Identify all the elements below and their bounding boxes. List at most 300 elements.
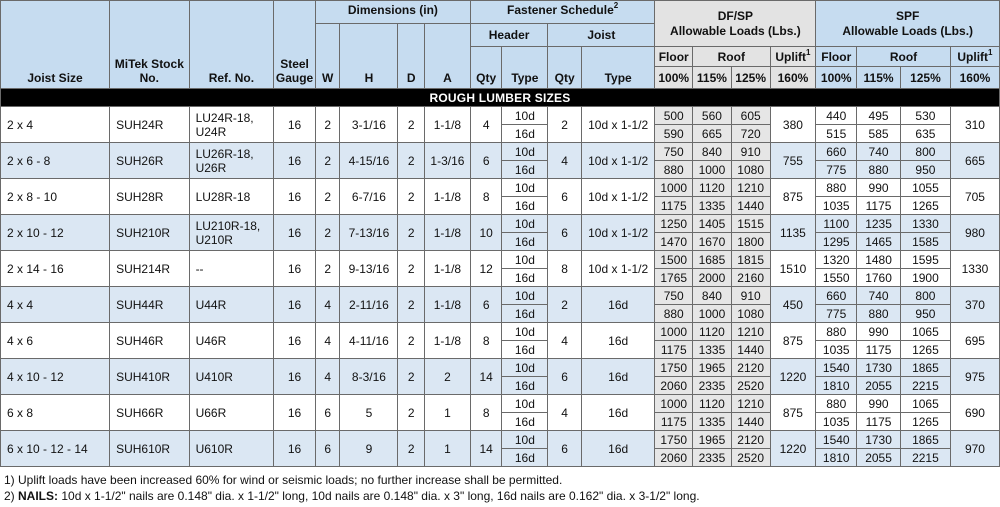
ref-no-cell: U44R bbox=[189, 287, 274, 323]
gauge-cell: 16 bbox=[274, 251, 316, 287]
df-floor-cell: 1765 bbox=[655, 269, 693, 287]
spf-roof-115-cell: 880 bbox=[857, 161, 901, 179]
header-type-cell: 16d bbox=[502, 161, 548, 179]
dim-a-cell: 1-1/8 bbox=[424, 215, 470, 251]
header-df-pct-160: 160% bbox=[770, 67, 816, 89]
df-floor-cell: 750 bbox=[655, 143, 693, 161]
joist-type-cell: 10d x 1-1/2 bbox=[581, 215, 654, 251]
header-type-cell: 16d bbox=[502, 449, 548, 467]
joist-qty-cell: 6 bbox=[548, 431, 582, 467]
header-header-type: Type bbox=[502, 47, 548, 89]
header-joist-group: Joist bbox=[548, 24, 655, 47]
header-spf bbox=[816, 1, 1000, 47]
df-uplift-cell: 1220 bbox=[770, 431, 816, 467]
dim-h-cell: 6-7/16 bbox=[340, 179, 398, 215]
df-roof-125-cell: 1440 bbox=[731, 341, 770, 359]
header-steel-gauge bbox=[274, 1, 316, 89]
header-df-roof: Roof bbox=[693, 47, 770, 67]
df-uplift-cell: 380 bbox=[770, 107, 816, 143]
df-floor-cell: 1175 bbox=[655, 341, 693, 359]
joist-type-cell: 10d x 1-1/2 bbox=[581, 179, 654, 215]
header-qty-cell: 8 bbox=[470, 323, 502, 359]
header-dim-h: H bbox=[340, 24, 398, 89]
header-type-cell: 10d bbox=[502, 179, 548, 197]
spf-roof-125-cell: 1265 bbox=[900, 341, 950, 359]
header-spf-uplift bbox=[950, 47, 999, 67]
gauge-cell: 16 bbox=[274, 431, 316, 467]
dim-a-cell: 1-3/16 bbox=[424, 143, 470, 179]
df-roof-125-cell: 910 bbox=[731, 287, 770, 305]
dim-d-cell: 2 bbox=[398, 395, 425, 431]
df-floor-cell: 1175 bbox=[655, 197, 693, 215]
df-uplift-note-ref: 1 bbox=[806, 47, 811, 57]
df-roof-125-cell: 720 bbox=[731, 125, 770, 143]
header-df-pct-125: 125% bbox=[731, 67, 770, 89]
df-roof-125-cell: 1515 bbox=[731, 215, 770, 233]
df-roof-115-cell: 1335 bbox=[693, 341, 732, 359]
header-steel-gauge-text: Steel Gauge bbox=[275, 57, 314, 85]
joist-type-cell: 10d x 1-1/2 bbox=[581, 143, 654, 179]
df-uplift-cell: 875 bbox=[770, 179, 816, 215]
spf-roof-115-cell: 1480 bbox=[857, 251, 901, 269]
df-roof-115-cell: 1685 bbox=[693, 251, 732, 269]
spf-floor-cell: 1100 bbox=[816, 215, 857, 233]
dim-w-cell: 2 bbox=[315, 251, 339, 287]
header-header-group: Header bbox=[470, 24, 547, 47]
table-row bbox=[1, 143, 1000, 161]
df-floor-cell: 1175 bbox=[655, 413, 693, 431]
df-floor-cell: 1000 bbox=[655, 395, 693, 413]
df-uplift-cell: 755 bbox=[770, 143, 816, 179]
dim-w-cell: 2 bbox=[315, 179, 339, 215]
header-type-cell: 10d bbox=[502, 323, 548, 341]
df-roof-125-cell: 1210 bbox=[731, 323, 770, 341]
spf-roof-125-cell: 530 bbox=[900, 107, 950, 125]
df-roof-125-cell: 2520 bbox=[731, 449, 770, 467]
joist-qty-cell: 6 bbox=[548, 215, 582, 251]
spf-roof-125-cell: 1585 bbox=[900, 233, 950, 251]
df-uplift-cell: 450 bbox=[770, 287, 816, 323]
spf-roof-115-cell: 740 bbox=[857, 143, 901, 161]
header-joist-size: Joist Size bbox=[1, 1, 110, 89]
dim-d-cell: 2 bbox=[398, 323, 425, 359]
ref-no-cell: LU26R-18, U26R bbox=[189, 143, 274, 179]
header-type-cell: 16d bbox=[502, 269, 548, 287]
spf-roof-115-cell: 1175 bbox=[857, 413, 901, 431]
spf-uplift-cell: 980 bbox=[950, 215, 999, 251]
df-floor-cell: 1750 bbox=[655, 359, 693, 377]
stock-no-cell: SUH610R bbox=[110, 431, 190, 467]
header-mitek-stock-text: MiTek Stock No. bbox=[114, 57, 184, 85]
joist-qty-cell: 4 bbox=[548, 143, 582, 179]
joist-type-cell: 10d x 1-1/2 bbox=[581, 107, 654, 143]
spf-roof-115-cell: 2055 bbox=[857, 449, 901, 467]
dim-a-cell: 2 bbox=[424, 359, 470, 395]
dim-h-cell: 5 bbox=[340, 395, 398, 431]
df-roof-115-cell: 1335 bbox=[693, 413, 732, 431]
spf-floor-cell: 1540 bbox=[816, 431, 857, 449]
header-spf-pct-125: 125% bbox=[900, 67, 950, 89]
header-spf-pct-115: 115% bbox=[857, 67, 901, 89]
spf-uplift-cell: 310 bbox=[950, 107, 999, 143]
footnote-2 bbox=[4, 488, 700, 504]
ref-no-cell: U46R bbox=[189, 323, 274, 359]
header-type-cell: 16d bbox=[502, 413, 548, 431]
spf-roof-115-cell: 1235 bbox=[857, 215, 901, 233]
gauge-cell: 16 bbox=[274, 359, 316, 395]
stock-no-cell: SUH24R bbox=[110, 107, 190, 143]
df-uplift-cell: 875 bbox=[770, 395, 816, 431]
spf-roof-125-cell: 1265 bbox=[900, 413, 950, 431]
spf-roof-125-cell: 950 bbox=[900, 161, 950, 179]
spf-floor-cell: 660 bbox=[816, 287, 857, 305]
df-floor-cell: 2060 bbox=[655, 449, 693, 467]
dim-a-cell: 1 bbox=[424, 395, 470, 431]
stock-no-cell: SUH214R bbox=[110, 251, 190, 287]
dim-a-cell: 1-1/8 bbox=[424, 107, 470, 143]
header-dfsp bbox=[655, 1, 816, 47]
dim-w-cell: 4 bbox=[315, 359, 339, 395]
spf-roof-115-cell: 740 bbox=[857, 287, 901, 305]
df-roof-125-cell: 1080 bbox=[731, 161, 770, 179]
dim-d-cell: 2 bbox=[398, 179, 425, 215]
joist-type-cell: 16d bbox=[581, 359, 654, 395]
header-ref-no: Ref. No. bbox=[189, 1, 274, 89]
df-roof-125-cell: 605 bbox=[731, 107, 770, 125]
stock-no-cell: SUH44R bbox=[110, 287, 190, 323]
table-row bbox=[1, 251, 1000, 269]
fastener-note-ref: 2 bbox=[613, 1, 619, 10]
header-type-cell: 10d bbox=[502, 215, 548, 233]
df-roof-125-cell: 1800 bbox=[731, 233, 770, 251]
spf-roof-125-cell: 635 bbox=[900, 125, 950, 143]
df-roof-115-cell: 560 bbox=[693, 107, 732, 125]
dim-w-cell: 4 bbox=[315, 323, 339, 359]
table-row bbox=[1, 215, 1000, 233]
spf-floor-cell: 440 bbox=[816, 107, 857, 125]
df-roof-115-cell: 2000 bbox=[693, 269, 732, 287]
header-type-cell: 10d bbox=[502, 287, 548, 305]
spf-uplift-cell: 1330 bbox=[950, 251, 999, 287]
df-floor-cell: 1500 bbox=[655, 251, 693, 269]
df-roof-115-cell: 840 bbox=[693, 287, 732, 305]
df-roof-125-cell: 1815 bbox=[731, 251, 770, 269]
spf-floor-cell: 1295 bbox=[816, 233, 857, 251]
dim-w-cell: 4 bbox=[315, 287, 339, 323]
header-qty-cell: 4 bbox=[470, 107, 502, 143]
df-roof-125-cell: 1210 bbox=[731, 395, 770, 413]
rough-lumber-band: ROUGH LUMBER SIZES bbox=[1, 89, 1000, 107]
spf-uplift-label: Uplift bbox=[957, 49, 989, 64]
spf-uplift-cell: 665 bbox=[950, 143, 999, 179]
dim-a-cell: 1-1/8 bbox=[424, 323, 470, 359]
header-type-cell: 10d bbox=[502, 143, 548, 161]
df-roof-115-cell: 1965 bbox=[693, 431, 732, 449]
ref-no-cell: U610R bbox=[189, 431, 274, 467]
gauge-cell: 16 bbox=[274, 395, 316, 431]
spf-uplift-cell: 975 bbox=[950, 359, 999, 395]
spf-uplift-note-ref: 1 bbox=[988, 47, 993, 57]
stock-no-cell: SUH26R bbox=[110, 143, 190, 179]
dim-w-cell: 6 bbox=[315, 395, 339, 431]
df-floor-cell: 1000 bbox=[655, 179, 693, 197]
spf-uplift-cell: 370 bbox=[950, 287, 999, 323]
spf-uplift-cell: 705 bbox=[950, 179, 999, 215]
header-spf-pct-100: 100% bbox=[816, 67, 857, 89]
gauge-cell: 16 bbox=[274, 323, 316, 359]
header-df-floor: Floor bbox=[655, 47, 693, 67]
joist-size-cell: 2 x 6 - 8 bbox=[1, 143, 110, 179]
dim-h-cell: 9-13/16 bbox=[340, 251, 398, 287]
header-dim-d: D bbox=[398, 24, 425, 89]
spf-floor-cell: 880 bbox=[816, 179, 857, 197]
footnote-2-prefix: 2) bbox=[4, 489, 19, 503]
dim-h-cell: 2-11/16 bbox=[340, 287, 398, 323]
header-spf-floor: Floor bbox=[816, 47, 857, 67]
spf-floor-cell: 1810 bbox=[816, 449, 857, 467]
joist-size-cell: 2 x 8 - 10 bbox=[1, 179, 110, 215]
ref-no-cell: LU210R-18, U210R bbox=[189, 215, 274, 251]
stock-no-cell: SUH46R bbox=[110, 323, 190, 359]
spf-floor-cell: 880 bbox=[816, 323, 857, 341]
df-roof-115-cell: 1000 bbox=[693, 161, 732, 179]
spf-floor-cell: 1810 bbox=[816, 377, 857, 395]
header-type-cell: 10d bbox=[502, 107, 548, 125]
header-qty-cell: 14 bbox=[470, 431, 502, 467]
gauge-cell: 16 bbox=[274, 287, 316, 323]
fastener-schedule-label: Fastener Schedule bbox=[507, 3, 614, 17]
df-roof-125-cell: 2120 bbox=[731, 431, 770, 449]
spf-floor-cell: 775 bbox=[816, 161, 857, 179]
df-uplift-cell: 1135 bbox=[770, 215, 816, 251]
spf-floor-cell: 1035 bbox=[816, 341, 857, 359]
joist-size-cell: 6 x 8 bbox=[1, 395, 110, 431]
spf-roof-115-cell: 1175 bbox=[857, 341, 901, 359]
spf-floor-cell: 515 bbox=[816, 125, 857, 143]
dim-d-cell: 2 bbox=[398, 359, 425, 395]
gauge-cell: 16 bbox=[274, 107, 316, 143]
spf-floor-cell: 1035 bbox=[816, 413, 857, 431]
spf-uplift-cell: 695 bbox=[950, 323, 999, 359]
spf-roof-115-cell: 585 bbox=[857, 125, 901, 143]
spf-roof-125-cell: 1595 bbox=[900, 251, 950, 269]
df-uplift-label: Uplift bbox=[775, 49, 807, 64]
df-roof-115-cell: 1670 bbox=[693, 233, 732, 251]
df-roof-115-cell: 840 bbox=[693, 143, 732, 161]
df-floor-cell: 2060 bbox=[655, 377, 693, 395]
table-row bbox=[1, 395, 1000, 413]
table-row bbox=[1, 287, 1000, 305]
df-floor-cell: 500 bbox=[655, 107, 693, 125]
spf-roof-115-cell: 1175 bbox=[857, 197, 901, 215]
spf-roof-115-cell: 1730 bbox=[857, 359, 901, 377]
df-roof-125-cell: 1080 bbox=[731, 305, 770, 323]
header-type-cell: 10d bbox=[502, 395, 548, 413]
spf-floor-cell: 1320 bbox=[816, 251, 857, 269]
df-floor-cell: 1000 bbox=[655, 323, 693, 341]
footnotes bbox=[4, 472, 700, 504]
spf-roof-115-cell: 990 bbox=[857, 395, 901, 413]
dim-d-cell: 2 bbox=[398, 215, 425, 251]
df-roof-115-cell: 665 bbox=[693, 125, 732, 143]
header-joist-qty: Qty bbox=[548, 47, 582, 89]
df-floor-cell: 1470 bbox=[655, 233, 693, 251]
header-type-cell: 10d bbox=[502, 359, 548, 377]
joist-qty-cell: 6 bbox=[548, 359, 582, 395]
joist-type-cell: 16d bbox=[581, 323, 654, 359]
header-type-cell: 16d bbox=[502, 125, 548, 143]
header-df-uplift bbox=[770, 47, 816, 67]
header-type-cell: 16d bbox=[502, 233, 548, 251]
spf-floor-cell: 1035 bbox=[816, 197, 857, 215]
spf-roof-125-cell: 800 bbox=[900, 143, 950, 161]
gauge-cell: 16 bbox=[274, 179, 316, 215]
joist-size-cell: 6 x 10 - 12 - 14 bbox=[1, 431, 110, 467]
header-qty-cell: 10 bbox=[470, 215, 502, 251]
df-floor-cell: 1250 bbox=[655, 215, 693, 233]
header-type-cell: 10d bbox=[502, 431, 548, 449]
dim-d-cell: 2 bbox=[398, 431, 425, 467]
df-roof-125-cell: 2520 bbox=[731, 377, 770, 395]
joist-size-cell: 2 x 4 bbox=[1, 107, 110, 143]
joist-type-cell: 10d x 1-1/2 bbox=[581, 251, 654, 287]
df-uplift-cell: 1220 bbox=[770, 359, 816, 395]
df-floor-cell: 1750 bbox=[655, 431, 693, 449]
dim-d-cell: 2 bbox=[398, 107, 425, 143]
df-floor-cell: 880 bbox=[655, 305, 693, 323]
header-df-pct-115: 115% bbox=[693, 67, 732, 89]
spf-uplift-cell: 970 bbox=[950, 431, 999, 467]
dim-h-cell: 4-15/16 bbox=[340, 143, 398, 179]
header-qty-cell: 8 bbox=[470, 395, 502, 431]
joist-qty-cell: 6 bbox=[548, 179, 582, 215]
df-roof-115-cell: 1335 bbox=[693, 197, 732, 215]
df-floor-cell: 590 bbox=[655, 125, 693, 143]
df-roof-115-cell: 1120 bbox=[693, 179, 732, 197]
spf-roof-125-cell: 1055 bbox=[900, 179, 950, 197]
df-roof-115-cell: 1000 bbox=[693, 305, 732, 323]
spf-roof-125-cell: 1065 bbox=[900, 395, 950, 413]
spf-roof-125-cell: 1865 bbox=[900, 359, 950, 377]
table-row bbox=[1, 323, 1000, 341]
df-roof-115-cell: 1120 bbox=[693, 323, 732, 341]
dim-h-cell: 4-11/16 bbox=[340, 323, 398, 359]
dim-h-cell: 7-13/16 bbox=[340, 215, 398, 251]
dim-w-cell: 2 bbox=[315, 215, 339, 251]
dim-a-cell: 1-1/8 bbox=[424, 179, 470, 215]
df-roof-115-cell: 2335 bbox=[693, 449, 732, 467]
df-floor-cell: 750 bbox=[655, 287, 693, 305]
gauge-cell: 16 bbox=[274, 215, 316, 251]
dim-h-cell: 8-3/16 bbox=[340, 359, 398, 395]
joist-qty-cell: 2 bbox=[548, 107, 582, 143]
dim-a-cell: 1-1/8 bbox=[424, 251, 470, 287]
header-spf-pct-160: 160% bbox=[950, 67, 999, 89]
spf-roof-115-cell: 1760 bbox=[857, 269, 901, 287]
df-floor-cell: 880 bbox=[655, 161, 693, 179]
table-row bbox=[1, 359, 1000, 377]
gauge-cell: 16 bbox=[274, 143, 316, 179]
dim-d-cell: 2 bbox=[398, 143, 425, 179]
dim-w-cell: 2 bbox=[315, 107, 339, 143]
spf-roof-125-cell: 1330 bbox=[900, 215, 950, 233]
dfsp-allowable: Allowable Loads (Lbs.) bbox=[670, 23, 801, 38]
stock-no-cell: SUH28R bbox=[110, 179, 190, 215]
ref-no-cell: LU24R-18, U24R bbox=[189, 107, 274, 143]
df-roof-115-cell: 1120 bbox=[693, 395, 732, 413]
df-roof-125-cell: 910 bbox=[731, 143, 770, 161]
header-type-cell: 16d bbox=[502, 341, 548, 359]
header-dim-a: A bbox=[424, 24, 470, 89]
joist-size-cell: 4 x 4 bbox=[1, 287, 110, 323]
spf-roof-115-cell: 2055 bbox=[857, 377, 901, 395]
header-dimensions: Dimensions (in) bbox=[315, 1, 470, 24]
spf-floor-cell: 775 bbox=[816, 305, 857, 323]
joist-qty-cell: 4 bbox=[548, 395, 582, 431]
spf-uplift-cell: 690 bbox=[950, 395, 999, 431]
spf-roof-115-cell: 990 bbox=[857, 323, 901, 341]
footnote-2-text: 10d x 1-1/2" nails are 0.148" dia. x 1-1/2" long, 10d nails are 0.148" dia. x 3" long, 16d nails are 0.162" dia. x 3-1/2" long. bbox=[58, 489, 700, 503]
df-roof-125-cell: 1440 bbox=[731, 413, 770, 431]
dim-d-cell: 2 bbox=[398, 251, 425, 287]
header-qty-cell: 6 bbox=[470, 287, 502, 323]
header-dim-w: W bbox=[315, 24, 339, 89]
spf-floor-cell: 1540 bbox=[816, 359, 857, 377]
stock-no-cell: SUH210R bbox=[110, 215, 190, 251]
header-type-cell: 16d bbox=[502, 197, 548, 215]
df-roof-125-cell: 1440 bbox=[731, 197, 770, 215]
spf-floor-cell: 660 bbox=[816, 143, 857, 161]
spf-roof-115-cell: 1465 bbox=[857, 233, 901, 251]
spf-roof-115-cell: 990 bbox=[857, 179, 901, 197]
ref-no-cell: -- bbox=[189, 251, 274, 287]
spf-floor-cell: 880 bbox=[816, 395, 857, 413]
footnote-1: 1) Uplift loads have been increased 60% for wind or seismic loads; no further increase shall be permitted. bbox=[4, 473, 563, 487]
dim-h-cell: 3-1/16 bbox=[340, 107, 398, 143]
dim-a-cell: 1 bbox=[424, 431, 470, 467]
df-roof-125-cell: 2120 bbox=[731, 359, 770, 377]
table-row bbox=[1, 431, 1000, 449]
dim-w-cell: 6 bbox=[315, 431, 339, 467]
header-mitek-stock bbox=[110, 1, 190, 89]
header-type-cell: 16d bbox=[502, 377, 548, 395]
df-uplift-cell: 1510 bbox=[770, 251, 816, 287]
df-roof-115-cell: 1965 bbox=[693, 359, 732, 377]
spf-roof-125-cell: 1865 bbox=[900, 431, 950, 449]
ref-no-cell: LU28R-18 bbox=[189, 179, 274, 215]
joist-size-cell: 4 x 10 - 12 bbox=[1, 359, 110, 395]
stock-no-cell: SUH410R bbox=[110, 359, 190, 395]
spf-roof-115-cell: 880 bbox=[857, 305, 901, 323]
df-roof-115-cell: 1405 bbox=[693, 215, 732, 233]
header-type-cell: 16d bbox=[502, 305, 548, 323]
dim-h-cell: 9 bbox=[340, 431, 398, 467]
dim-w-cell: 2 bbox=[315, 143, 339, 179]
header-spf-roof: Roof bbox=[857, 47, 951, 67]
table-row bbox=[1, 107, 1000, 125]
dim-a-cell: 1-1/8 bbox=[424, 287, 470, 323]
spf-roof-125-cell: 2215 bbox=[900, 377, 950, 395]
joist-size-cell: 2 x 10 - 12 bbox=[1, 215, 110, 251]
table-row bbox=[1, 179, 1000, 197]
header-qty-cell: 12 bbox=[470, 251, 502, 287]
joist-qty-cell: 8 bbox=[548, 251, 582, 287]
spf-roof-115-cell: 1730 bbox=[857, 431, 901, 449]
header-qty-cell: 14 bbox=[470, 359, 502, 395]
spf-roof-125-cell: 2215 bbox=[900, 449, 950, 467]
joist-type-cell: 16d bbox=[581, 287, 654, 323]
dim-d-cell: 2 bbox=[398, 287, 425, 323]
